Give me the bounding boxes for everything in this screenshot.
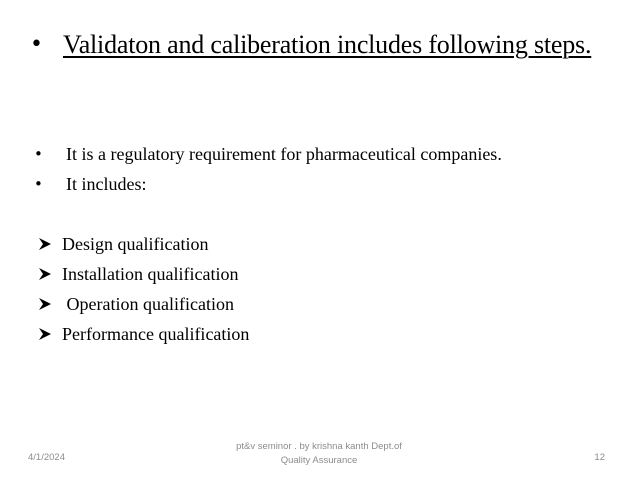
bullet-points-list [30,139,620,199]
footer-center-text [0,440,638,468]
list-item [30,139,620,169]
heading-bullet: • [30,32,43,57]
right-arrowhead-icon [30,289,62,319]
footer-center-line: Quality Assurance [280,455,358,466]
list-item [30,259,620,289]
slide-heading [28,28,608,62]
right-arrowhead-icon [30,229,62,259]
bullet-icon: • [34,175,43,193]
list-item [30,319,620,349]
list-item [30,289,620,319]
list-item-text: Installation qualification [62,264,239,284]
list-item-text: It is a regulatory requirement for pharmaceutical companies. [66,144,502,164]
bullet-icon: • [34,145,43,163]
list-item [30,169,620,199]
right-arrowhead-icon [30,259,62,289]
qualification-list [30,229,620,349]
list-item [30,229,620,259]
list-item-text: Performance qualification [62,324,250,344]
list-item-text: Design qualification [62,234,209,254]
list-item-text: It includes: [66,174,147,194]
footer-center-line: pt&v seminor . by krishna kanth Dept.of [236,441,402,452]
heading-text: Validaton and caliberation includes following steps. [63,30,592,59]
page-number: 12 [594,452,605,463]
right-arrowhead-icon [30,319,62,349]
footer-date: 4/1/2024 [28,452,65,463]
list-item-text: Operation qualification [62,294,234,314]
